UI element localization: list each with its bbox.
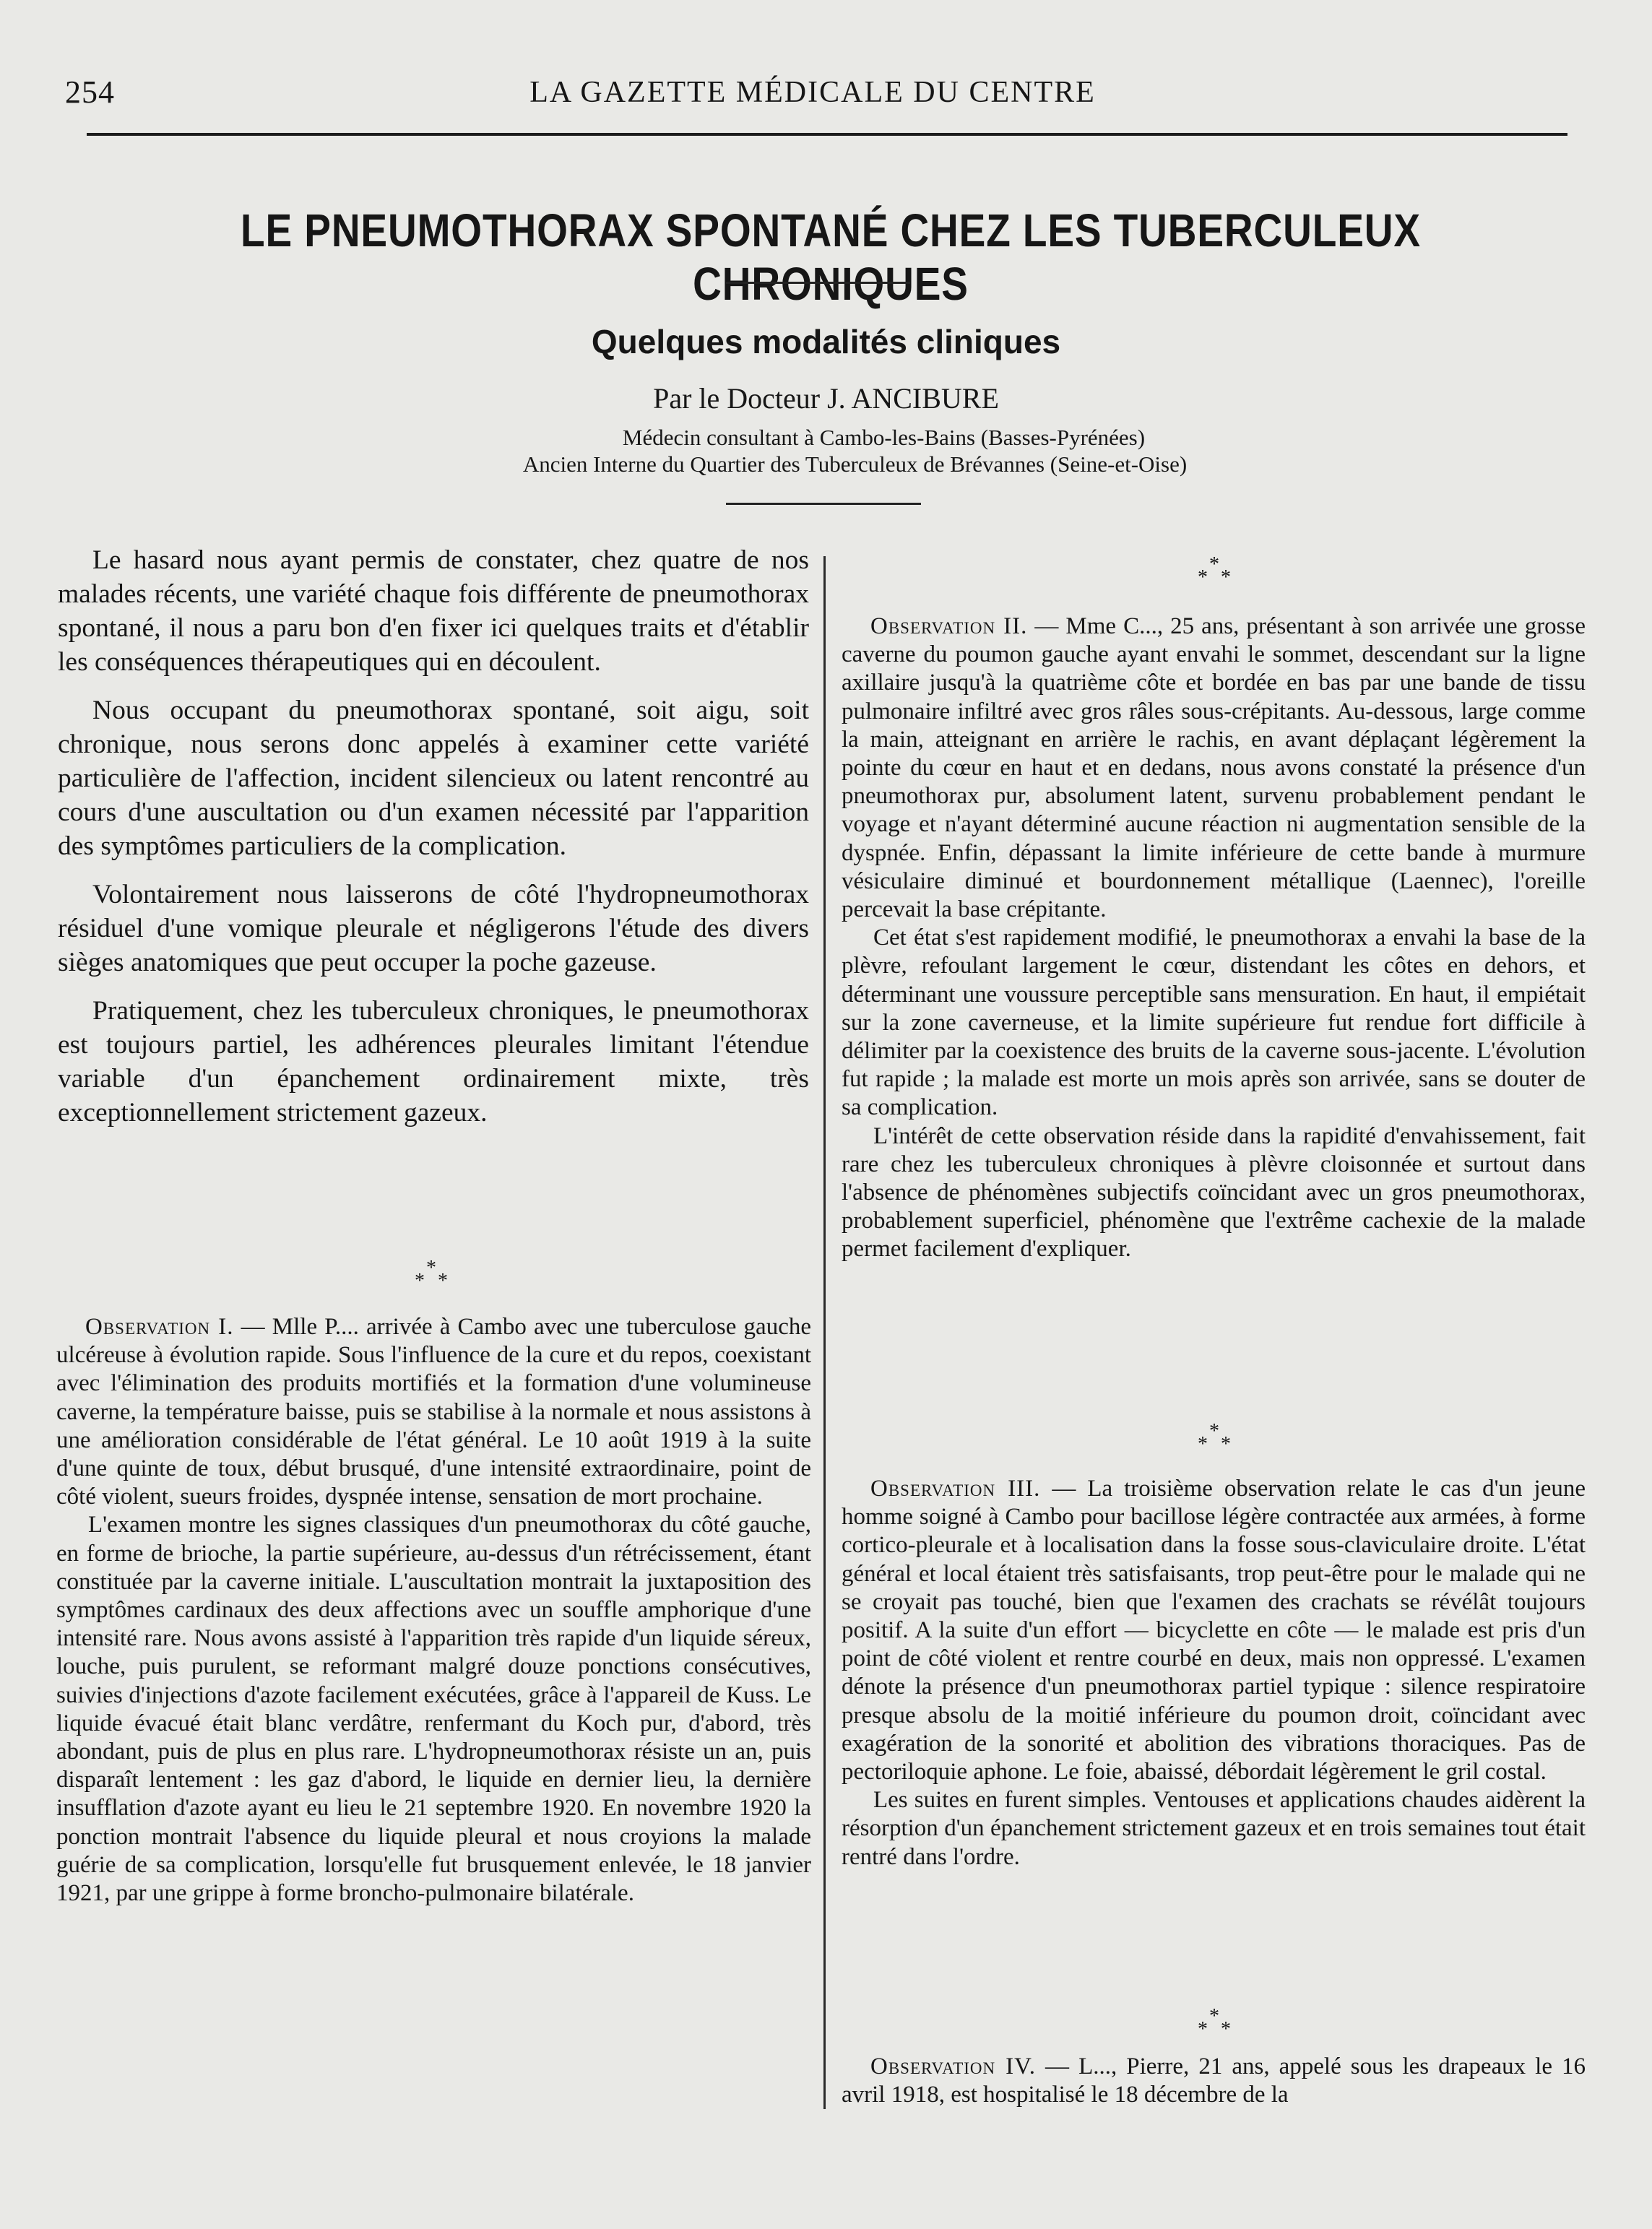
author-affiliation-1: Médecin consultant à Cambo-les-Bains (Basses-Pyrénées) bbox=[622, 425, 1146, 450]
intro-paragraph: Pratiquement, chez les tuberculeux chroniques, le pneumothorax est toujours partiel, les adhérences pleurales limitant l'étendue variable d'un épanchement ordinairement mixte, très exceptionnellement strictement gazeux. bbox=[58, 996, 809, 1128]
observation-2 bbox=[842, 613, 1586, 1264]
page-number: 254 bbox=[65, 74, 115, 110]
page-header bbox=[58, 66, 1567, 124]
observation-3-body: Les suites en furent simples. Ventouses et applications chaudes aidèrent la résorption d'un épanchement strictement gazeux et en trois semaines tout était rentré dans l'ordre. bbox=[842, 1787, 1586, 1870]
intro-paragraph: Le hasard nous ayant permis de constater, chez quatre de nos malades récents, une variété chaque fois différente de pneumothorax spontané, il nous a paru bon d'en fixer ici quelques traits et d'établir les conséquences thérapeutiques qui en découlent. bbox=[58, 545, 809, 677]
title-rule bbox=[726, 282, 910, 284]
observation-label: Observation IV. bbox=[870, 2053, 1036, 2079]
observation-4 bbox=[842, 2053, 1586, 2109]
article-title: LE PNEUMOTHORAX SPONTANÉ CHEZ LES TUBERCULEUX CHRONIQUES bbox=[241, 204, 1421, 310]
section-asterism: * * * bbox=[1198, 553, 1231, 589]
observation-label: Observation I. bbox=[85, 1314, 234, 1340]
intro-column bbox=[58, 543, 809, 1144]
observation-2-lead: Observation II. — Mme C..., 25 ans, présentant à son arrivée une grosse caverne du poumon gauche ayant envahi le sommet, descendant sur la ligne axillaire jusqu'à la quatrième côte et bordée en bas par une bande de tissu pulmonaire infiltré avec gros râles sous-crépitants. Au-dessous, large comme la main, atteignant en arrière le rachis, en avant déplaçant légèrement la pointe du cœur en haut et en dedans, nous avons constaté la présence d'un pneumothorax pur, absolument latent, survenu probablement pendant le voyage et n'ayant déterminé aucune réaction ni augmentation sensible de la dyspnée. Enfin, dépassant la limite inférieure de cette bande à murmure vésiculaire diminué et bourdonnement métallique (Laennec), l'oreille percevait la base crépitante. bbox=[842, 613, 1586, 923]
observation-3 bbox=[842, 1475, 1586, 1871]
observation-1-body: L'examen montre les signes classiques d'un pneumothorax du côté gauche, en forme de brioche, la partie supérieure, au-dessus d'un rétrécissement, étant constituée par la caverne initiale. L'auscultation montrait la juxtaposition des symptômes cardinaux des deux affections avec un souffle amphorique d'une intensité rare. Nous avons assisté à l'apparition très rapide d'un liquide séreux, louche, puis purulent, se reformant malgré douze ponctions consécutives, suivies d'injections d'azote facilement exécutées, grâce à l'appareil de Kuss. Le liquide évacué était blanc verdâtre, renfermant du Koch pur, d'abord, très abondant, puis de plus en plus rare. L'hydropneumothorax résiste un an, puis disparaît lentement : les gaz d'abord, le liquide en dernier lieu, la dernière insufflation d'azote ayant eu lieu le 21 septembre 1920. En novembre 1920 la ponction montrait l'absence du liquide pleural et nous croyions la malade guérie de sa complication, lorsqu'elle fut brusquement enlevée, le 18 janvier 1921, par une grippe à forme broncho-pulmonaire bilatérale. bbox=[56, 1512, 811, 1907]
observation-4-lead: Observation IV. — L..., Pierre, 21 ans, appelé sous les drapeaux le 16 avril 1918, est hospitalisé le 18 décembre de la bbox=[842, 2053, 1586, 2108]
section-asterism: * * * bbox=[1198, 1420, 1231, 1455]
observation-label: Observation II. bbox=[870, 613, 1028, 639]
observation-2-body: L'intérêt de cette observation réside dans la rapidité d'envahissement, fait rare chez les tuberculeux chroniques à plèvre cloisonnée et surtout dans l'absence de phénomènes subjectifs coïncidant avec un gros pneumothorax, probablement superficiel, phénomène que l'extrême cachexie de la malade permet facilement d'expliquer. bbox=[842, 1122, 1586, 1263]
observation-1-lead: Observation I. — Mlle P.... arrivée à Cambo avec une tuberculose gauche ulcéreuse à évolution rapide. Sous l'influence de la cure et du repos, coexistant avec l'élimination des produits mortifiés et la formation d'une volumineuse caverne, la température baisse, puis se stabilise à la normale et nous assistons à une amélioration considérable de l'état général. Le 10 août 1919 à la suite d'une quinte de toux, début brusqué, d'une intensité extraordinaire, point de côté violent, sueurs froides, dyspnée intense, sensation de mort prochaine. bbox=[56, 1314, 811, 1510]
section-asterism: * * * bbox=[1198, 2005, 1231, 2040]
column-divider bbox=[823, 556, 826, 2109]
intro-paragraph: Volontairement nous laisserons de côté l'hydropneumothorax résiduel d'une vomique pleurale et négligerons l'étude des divers sièges anatomiques que peut occuper la poche gazeuse. bbox=[58, 880, 809, 977]
observation-1 bbox=[56, 1313, 811, 1908]
author-affiliation-2: Ancien Interne du Quartier des Tuberculeux de Brévannes (Seine-et-Oise) bbox=[522, 451, 1188, 477]
observation-label: Observation III. bbox=[870, 1476, 1041, 1502]
section-asterism: * * * bbox=[415, 1257, 448, 1292]
intro-paragraph: Nous occupant du pneumothorax spontané, soit aigu, soit chronique, nous serons donc appelés à examiner cette variété particulière de l'affection, incident silencieux ou latent rencontré au cours d'une auscultation ou d'un examen nécessité par l'apparition des symptômes particuliers de la complication. bbox=[58, 696, 809, 861]
author-line: Par le Docteur J. ANCIBURE bbox=[653, 382, 999, 415]
byline-rule bbox=[726, 503, 921, 505]
observation-2-body: Cet état s'est rapidement modifié, le pneumothorax a envahi la base de la plèvre, refoulant largement le cœur, distendant les côtes en dehors, et déterminant une voussure perceptible sans mensuration. En haut, il empiétait sur la zone caverneuse, et la limite supérieure fut rendue fort difficile à délimiter par la coexistence des bruits de la caverne sous-jacente. L'évolution fut rapide ; la malade est morte un mois après son arrivée, sans se douter de sa complication. bbox=[842, 925, 1586, 1121]
header-rule bbox=[87, 133, 1567, 136]
observation-3-lead: Observation III. — La troisième observation relate le cas d'un jeune homme soigné à Cambo pour bacillose légère contractée aux armées, à forme cortico-pleurale et à localisation dans la fosse sous-claviculaire droite. L'état général et local étaient très satisfaisants, trop peut-être pour le malade qui ne se croyait pas touché, bien que l'examen des crachats se révélât toujours positif. A la suite d'un effort — bicyclette en côte — le malade est pris d'un point de côté violent et rentre courbé en deux, mais non oppressé. L'examen dénote la présence d'un pneumothorax partiel typique : silence respiratoire presque absolu de la moitié inférieure du poumon droit, coïncidant avec exagération de la sonorité et abolition des vibrations thoraciques. Pas de pectoriloquie aphone. Le foie, abaissé, débordait légèrement le gril costal. bbox=[842, 1476, 1586, 1786]
running-title: LA GAZETTE MÉDICALE DU CENTRE bbox=[529, 76, 1096, 109]
article-subtitle: Quelques modalités cliniques bbox=[591, 323, 1061, 360]
